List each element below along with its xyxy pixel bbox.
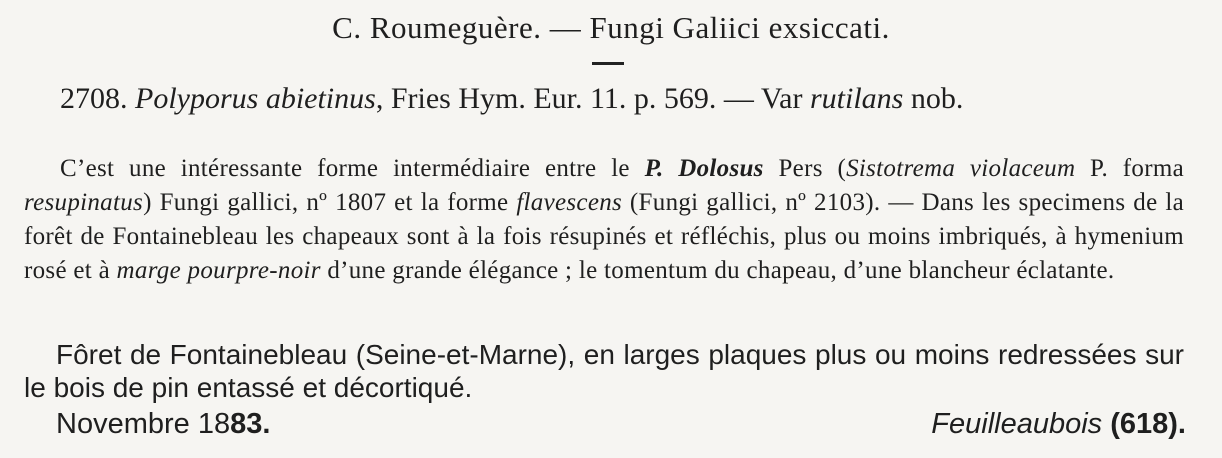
description-text: ) Fungi gallici, nº 1807 et la forme — [143, 189, 517, 216]
habitat-locality: Fôret de Fontainebleau (Seine-et-Marne), en larges plaques plus ou moins redressées sur le bois de pin entassé et décortiqué. — [24, 339, 1184, 403]
description-taxon: P. Dolosus — [644, 155, 764, 182]
variety-name: rutilans — [809, 82, 904, 115]
species-description — [24, 152, 1184, 288]
entry-number: 2708. — [60, 82, 128, 115]
description-text: (Fungi gallici, nº 2103). — Dans les specimens de la forêt de Fontainebleau les chapeaux sont à la fois résupinés et réfléchis, plus ou moins imbriqués, à hymenium rosé et à — [24, 189, 1184, 284]
description-taxon: resupinatus — [24, 189, 144, 216]
description-taxon: Sistotrema violaceum — [846, 155, 1076, 182]
collection-year: 83. — [230, 408, 271, 440]
collection-date — [56, 406, 270, 442]
description-taxon: flavescens — [516, 189, 623, 216]
description-text: Pers ( — [763, 155, 847, 182]
species-entry — [24, 82, 1184, 115]
collector-name: Feuilleaubois — [931, 408, 1103, 440]
title-divider — [592, 62, 624, 65]
collector-number: (618). — [1102, 408, 1186, 440]
description-text: d’une grande élégance ; le tomentum du chapeau, d’une blancheur éclatante. — [320, 257, 1115, 284]
description-taxon: marge pourpre-noir — [116, 257, 321, 284]
page-title: C. Roumeguère. — Fungi Galiici exsiccati. — [332, 10, 890, 45]
variety-author: nob. — [910, 82, 964, 115]
species-name: Polyporus abietinus — [135, 82, 376, 115]
species-citation: , Fries Hym. Eur. 11. p. 569. — Var — [375, 82, 803, 115]
description-text: P. forma — [1075, 155, 1184, 182]
collector — [931, 406, 1186, 442]
collection-month: Novembre 18 — [56, 408, 231, 440]
description-text: C’est une intéressante forme intermédiaire entre le — [60, 155, 630, 182]
